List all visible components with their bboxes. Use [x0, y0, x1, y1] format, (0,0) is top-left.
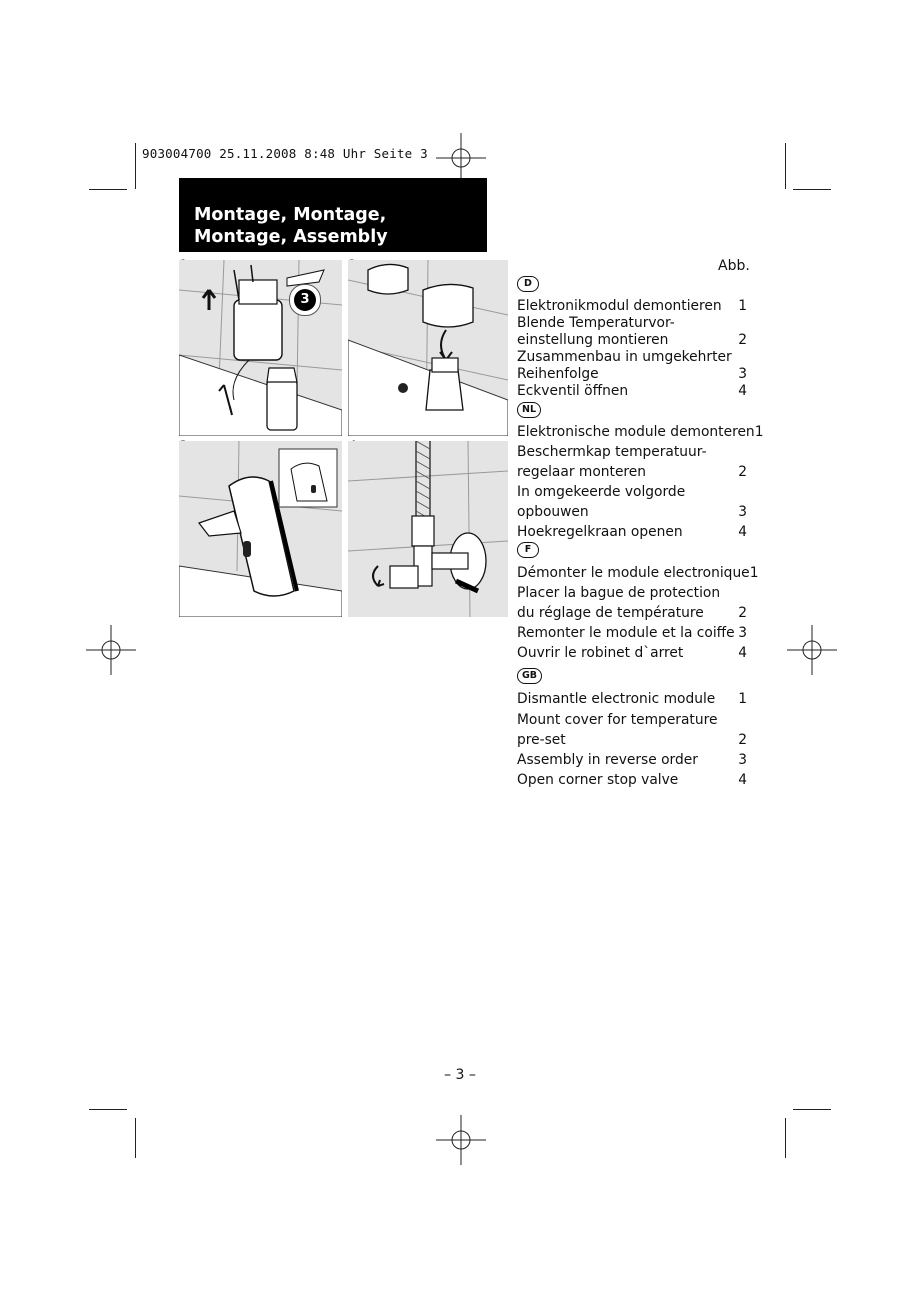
instruction-row: Ouvrir le robinet d`arret 4: [517, 645, 747, 661]
registration-mark-top: [436, 133, 486, 183]
instruction-row: einstellung montieren 2: [517, 332, 747, 348]
figure-1-illustration: [179, 260, 342, 436]
figure-2-illustration: [348, 260, 508, 436]
instruction-row: Démonter le module electronique 1: [517, 565, 759, 581]
language-badge-f: F: [517, 542, 539, 558]
instruction-row: Zusammenbau in umgekehrter: [517, 349, 732, 365]
instruction-row: opbouwen 3: [517, 504, 747, 520]
language-badge-gb: GB: [517, 668, 542, 684]
instruction-row: Elektronikmodul demontieren 1: [517, 298, 747, 314]
page-title: Montage, Montage, Montage, Assembly: [194, 205, 388, 247]
instruction-row: du réglage de température 2: [517, 605, 747, 621]
instruction-row: Open corner stop valve 4: [517, 772, 747, 788]
instruction-row: Eckventil öffnen 4: [517, 383, 747, 399]
page-number: – 3 –: [444, 1067, 476, 1083]
hex-key-badge: [289, 284, 321, 316]
print-slug-line: 903004700 25.11.2008 8:48 Uhr Seite 3: [142, 146, 428, 161]
instruction-row: Assembly in reverse order 3: [517, 752, 747, 768]
instruction-row: regelaar monteren 2: [517, 464, 747, 480]
registration-mark-right: [787, 625, 837, 675]
instruction-row: Dismantle electronic module 1: [517, 691, 747, 707]
registration-mark-bottom: [436, 1115, 486, 1165]
instruction-row: Beschermkap temperatuur-: [517, 444, 707, 460]
figure-column-header: Abb.: [718, 258, 750, 274]
instruction-row: In omgekeerde volgorde: [517, 484, 686, 500]
instruction-row: pre-set 2: [517, 732, 747, 748]
instruction-row: Reihenfolge 3: [517, 366, 747, 382]
instruction-row: Blende Temperaturvor-: [517, 315, 675, 331]
figure-4-illustration: [348, 441, 508, 617]
instruction-row: Elektronische module demonteren 1: [517, 424, 764, 440]
registration-mark-left: [86, 625, 136, 675]
instruction-row: Placer la bague de protection: [517, 585, 721, 601]
hex-size-label: 3: [294, 289, 316, 311]
section-header: [179, 178, 487, 252]
figure-3-illustration: [179, 441, 342, 617]
instruction-row: Hoekregelkraan openen 4: [517, 524, 747, 540]
language-badge-nl: NL: [517, 402, 541, 418]
language-badge-d: D: [517, 276, 539, 292]
instruction-row: Mount cover for temperature: [517, 712, 718, 728]
instruction-row: Remonter le module et la coiffe 3: [517, 625, 747, 641]
